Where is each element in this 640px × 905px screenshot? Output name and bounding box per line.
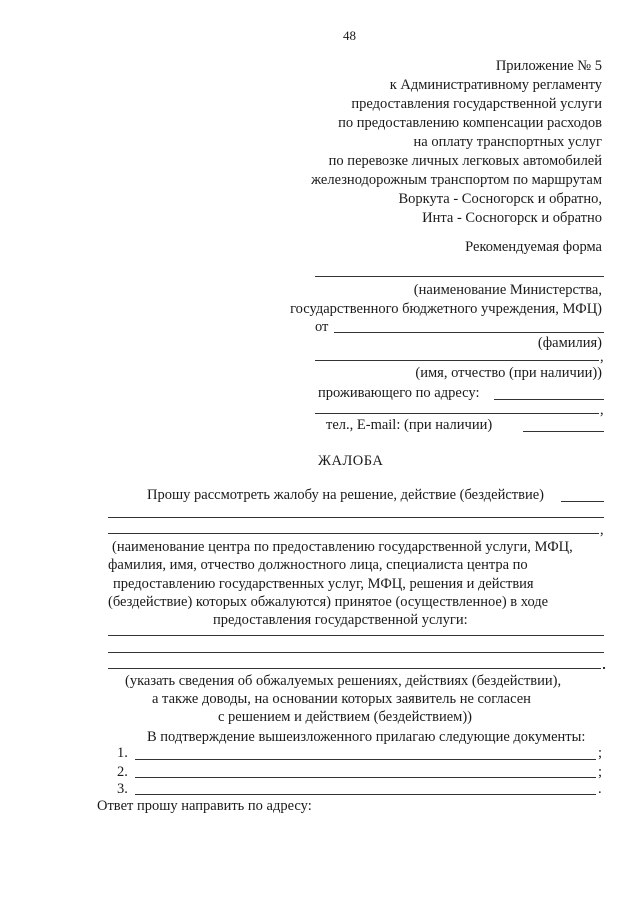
address-line-comma: , (600, 402, 604, 418)
document-item-3-number: 3. (117, 781, 128, 797)
ministry-name-line (315, 276, 604, 277)
appendix-line-6: по перевозке личных легковых автомобилей (328, 153, 602, 169)
caption1-line-4: (бездействие) которых обжалуются) принятое (осуществленное) в ходе (108, 594, 549, 610)
surname-caption: (фамилия) (537, 335, 602, 351)
document-item-2-end: ; (598, 764, 603, 780)
caption1-line-1: (наименование центра по предоставлению государственной услуги, МФЦ, (112, 539, 573, 555)
address-line-2 (315, 413, 599, 414)
appendix-line-8: Воркута - Сосногорск и обратно, (398, 191, 602, 207)
caption2-line-2: а также доводы, на основании которых заявитель не согласен (152, 691, 531, 707)
appendix-line-3: предоставления государственной услуги (351, 96, 602, 112)
name-line (315, 360, 599, 361)
caption1-line-2: фамилия, имя, отчество должностного лица, специалиста центра по (108, 557, 528, 573)
address-line-1 (494, 399, 604, 400)
document-item-1-number: 1. (117, 745, 128, 761)
attach-intro: В подтверждение вышеизложенного прилагаю следующие документы: (147, 729, 586, 745)
answer-address-label: Ответ прошу направить по адресу: (97, 798, 312, 814)
document-item-1-line (135, 759, 596, 760)
appendix-line-5: на оплату транспортных услуг (413, 134, 602, 150)
appendix-line-2: к Административному регламенту (389, 77, 602, 93)
details-line-2 (108, 652, 604, 653)
appendix-line-7: железнодорожным транспортом по маршрутам (311, 172, 602, 188)
phone-line (523, 431, 604, 432)
caption2-line-3: с решением и действием (бездействием)) (218, 709, 472, 725)
recommended-form-label: Рекомендуемая форма (465, 239, 602, 255)
document-item-1-end: ; (598, 745, 603, 761)
document-item-2-line (135, 777, 596, 778)
name-line-comma: , (600, 349, 604, 365)
caption1-line-3: предоставлению государственных услуг, МФЦ, решения и действия (113, 576, 534, 592)
page-number: 48 (343, 28, 356, 43)
details-line-3 (108, 668, 601, 669)
details-line-3-period (603, 667, 605, 669)
document-title: ЖАЛОБА (318, 453, 384, 469)
complaint-line-2-comma: , (600, 522, 604, 538)
request-text: Прошу рассмотреть жалобу на решение, действие (бездействие) (147, 487, 544, 503)
appendix-line-9: Инта - Сосногорск и обратно (422, 210, 602, 226)
caption2-line-1: (указать сведения об обжалуемых решениях, действиях (бездействии), (125, 673, 562, 689)
complaint-line-2 (108, 533, 599, 534)
surname-line (334, 332, 604, 333)
residing-label: проживающего по адресу: (318, 385, 480, 401)
details-line-1 (108, 635, 604, 636)
appendix-line-4: по предоставлению компенсации расходов (338, 115, 602, 131)
from-label: от (315, 319, 329, 335)
document-item-3-line (135, 794, 596, 795)
name-caption: (имя, отчество (при наличии)) (415, 365, 602, 381)
appendix-line-1: Приложение № 5 (495, 58, 602, 74)
request-line (561, 501, 604, 502)
ministry-caption-1: (наименование Министерства, (413, 282, 602, 298)
document-item-2-number: 2. (117, 764, 128, 780)
caption1-line-5: предоставления государственной услуги: (213, 612, 468, 628)
complaint-line-1 (108, 517, 604, 518)
phone-label: тел., E-mail: (при наличии) (326, 417, 493, 433)
ministry-caption-2: государственного бюджетного учреждения, МФЦ) (290, 301, 602, 317)
document-item-3-end: . (598, 781, 602, 797)
